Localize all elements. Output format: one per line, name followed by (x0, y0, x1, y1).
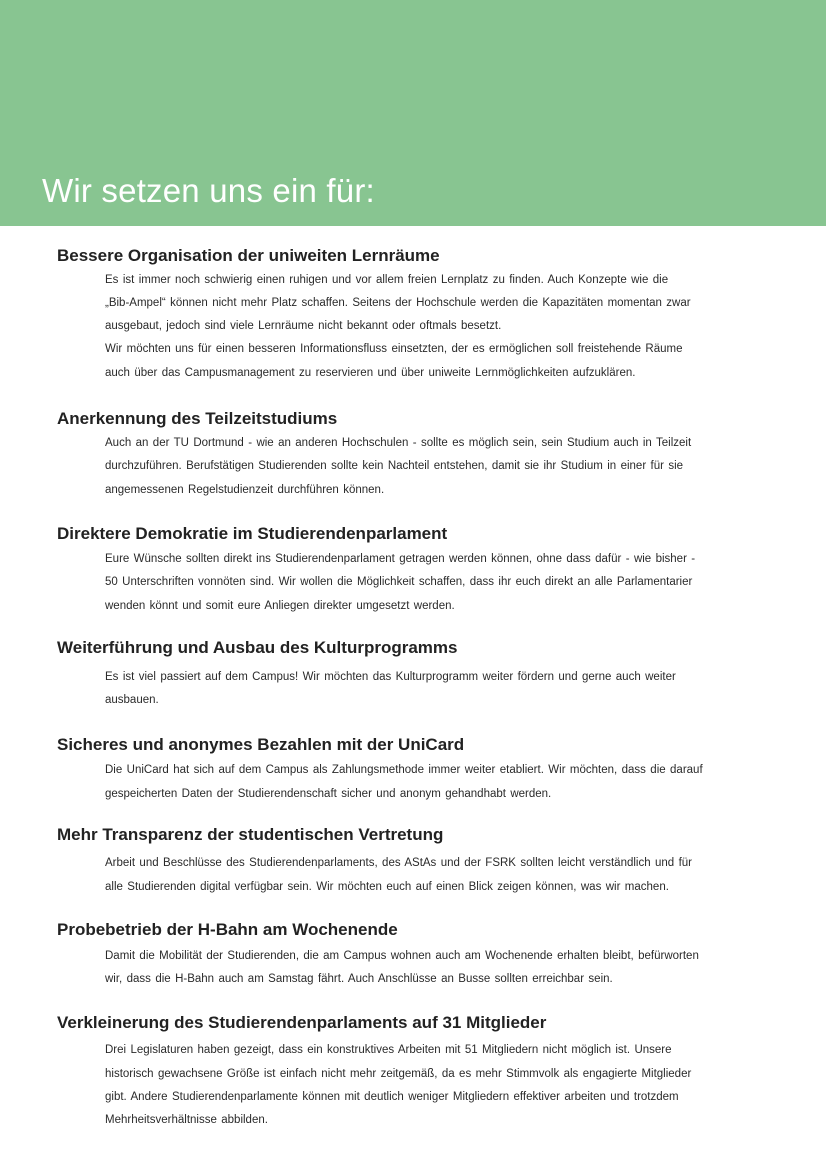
paragraph-line: ausgebaut, jedoch sind viele Lernräume nicht bekannt oder oftmals besetzt. (105, 320, 502, 332)
paragraph-line: Die UniCard hat sich auf dem Campus als Zahlungsmethode immer weiter etabliert. Wir möchten, dass die darauf (105, 764, 703, 776)
header-banner (0, 0, 826, 226)
paragraph-line: durchzuführen. Berufstätigen Studierenden sollte kein Nachteil entstehen, damit sie ihr Studium in einer für sie (105, 460, 684, 472)
paragraph-line: angemessenen Regelstudienzeit durchführen können. (105, 484, 385, 496)
section-heading: Mehr Transparenz der studentischen Vertretung (57, 825, 444, 844)
paragraph-line: Eure Wünsche sollten direkt ins Studierendenparlament getragen werden können, ohne dass dafür - wie bisher - (105, 553, 696, 565)
paragraph-line: 50 Unterschriften vonnöten sind. Wir wollen die Möglichkeit schaffen, dass ihr euch direkt an alle Parlamentarier (105, 576, 693, 588)
section-heading: Bessere Organisation der uniweiten Lernräume (57, 246, 440, 265)
section-heading: Anerkennung des Teilzeitstudiums (57, 409, 338, 428)
paragraph-line: wir, dass die H-Bahn auch am Samstag fährt. Auch Anschlüsse an Busse sollten erreichbar sein. (105, 973, 613, 985)
paragraph-line: historisch gewachsene Größe ist einfach nicht mehr zeitgemäß, da es mehr Stimmvolk als engagierte Mitglieder (105, 1068, 692, 1080)
paragraph-line: Mehrheitsverhältnisse abbilden. (105, 1114, 268, 1126)
section-heading: Sicheres und anonymes Bezahlen mit der UniCard (57, 735, 465, 754)
paragraph-line: ausbauen. (105, 694, 159, 706)
paragraph-line: Drei Legislaturen haben gezeigt, dass ein konstruktives Arbeiten mit 51 Mitgliedern nicht möglich ist. Unsere (105, 1044, 672, 1056)
paragraph-line: „Bib-Ampel“ können nicht mehr Platz schaffen. Seitens der Hochschule werden die Kapazitäten momentan zwar (105, 297, 691, 309)
paragraph-line: gespeicherten Daten der Studierendenschaft sicher und anonym gehandhabt werden. (105, 788, 552, 800)
section-heading: Verkleinerung des Studierendenparlaments auf 31 Mitglieder (57, 1013, 547, 1032)
paragraph-line: Arbeit und Beschlüsse des Studierendenparlaments, des AStAs und der FSRK sollten leicht verständlich und für (105, 857, 693, 869)
paragraph-line: Es ist viel passiert auf dem Campus! Wir möchten das Kulturprogramm weiter fördern und gerne auch weiter (105, 671, 676, 683)
paragraph-line: Damit die Mobilität der Studierenden, die am Campus wohnen auch am Wochenende erhalten bleibt, befürworten (105, 950, 699, 962)
paragraph-line: alle Studierenden digital verfügbar sein. Wir möchten euch auf einen Blick zeigen können, was wir machen. (105, 881, 669, 893)
page-title: Wir setzen uns ein für: (42, 172, 375, 209)
section-heading: Direktere Demokratie im Studierendenparlament (57, 524, 448, 543)
section-heading: Weiterführung und Ausbau des Kulturprogramms (57, 638, 458, 657)
paragraph-line: gibt. Andere Studierendenparlamente können mit deutlich weniger Mitgliedern effektiver arbeiten und trotzdem (105, 1091, 679, 1103)
paragraph-line: Es ist immer noch schwierig einen ruhigen und vor allem freien Lernplatz zu finden. Auch Konzepte wie die (105, 274, 669, 286)
section-heading: Probebetrieb der H-Bahn am Wochenende (57, 920, 398, 939)
paragraph-line: wenden könnt und somit eure Anliegen direkter umgesetzt werden. (105, 600, 455, 612)
paragraph-line: Wir möchten uns für einen besseren Informationsfluss einsetzten, der es ermöglichen soll freistehende Räume (105, 343, 683, 355)
paragraph-line: auch über das Campusmanagement zu reservieren und über uniweite Lernmöglichkeiten aufzuklären. (105, 367, 636, 379)
paragraph-line: Auch an der TU Dortmund - wie an anderen Hochschulen - sollte es möglich sein, sein Studium auch in Teilzeit (105, 437, 692, 449)
